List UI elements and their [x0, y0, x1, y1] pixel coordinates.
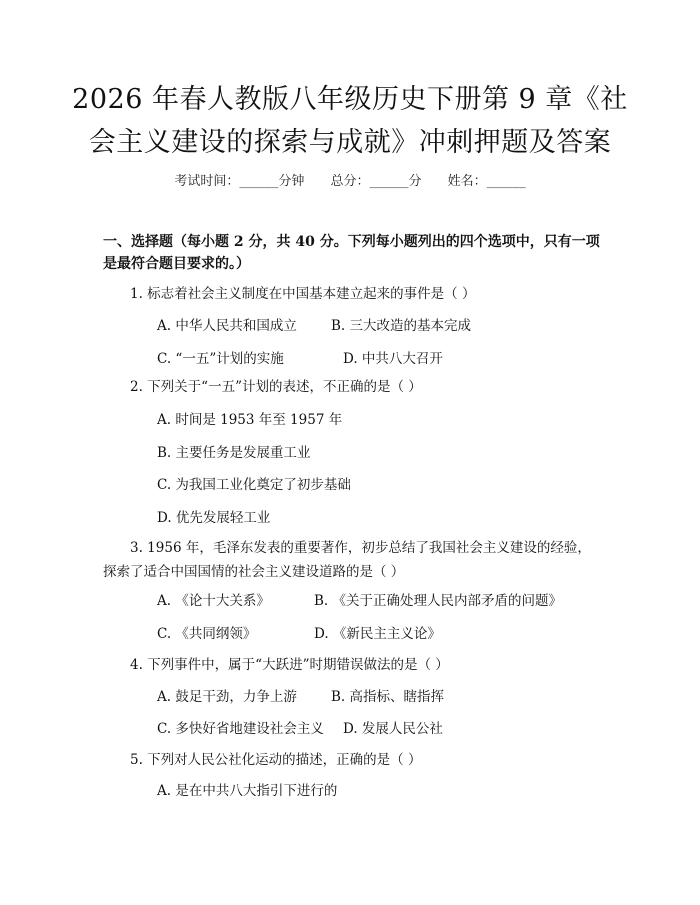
question-2-option-a: A. 时间是 1953 年至 1957 年 [157, 412, 343, 428]
question-3-line-1: 3. 1956 年，毛泽东发表的重要著作，初步总结了我国社会主义建设的经验， [130, 540, 591, 556]
question-4: 4. 下列事件中，属于“大跃进”时期错误做法的是（ ） [130, 657, 449, 673]
question-1-option-a: A. 中华人民共和国成立 [157, 318, 297, 334]
title-line-1: 2026 年春人教版八年级历史下册第 9 章《社 [72, 84, 628, 115]
question-5: 5. 下列对人民公社化运动的描述，正确的是（ ） [130, 752, 422, 768]
question-3-line-2: 探索了适合中国国情的社会主义建设道路的是（ ） [103, 564, 405, 580]
question-1-option-b: B. 三大改造的基本完成 [331, 318, 472, 334]
exam-time: 考试时间：______分钟 [174, 174, 305, 189]
question-2-option-d: D. 优先发展轻工业 [157, 510, 271, 526]
total-score: 总分：______分 [330, 174, 422, 189]
question-1: 1. 标志着社会主义制度在中国基本建立起来的事件是（ ） [130, 286, 476, 302]
page-title [0, 78, 700, 164]
question-2-option-b: B. 主要任务是发展重工业 [157, 445, 311, 461]
question-1-option-d: D. 中共八大召开 [343, 351, 443, 367]
exam-meta [0, 170, 700, 189]
question-4-option-d: D. 发展人民公社 [343, 721, 443, 737]
question-3-option-a: A. 《论十大关系》 [157, 593, 270, 609]
question-4-option-a: A. 鼓足干劲，力争上游 [157, 689, 297, 705]
question-1-option-c: C. “一五”计划的实施 [157, 351, 284, 367]
title-line-2: 会主义建设的探索与成就》冲刺押题及答案 [88, 127, 612, 158]
section-heading: 一、选择题（每小题 2 分，共 40 分。下列每小题列出的四个选项中，只有一项是最符合题目要求的。） [103, 234, 600, 272]
question-3-option-c: C. 《共同纲领》 [157, 626, 257, 642]
question-2-option-c: C. 为我国工业化奠定了初步基础 [157, 477, 351, 493]
question-2: 2. 下列关于“一五”计划的表述，不正确的是（ ） [130, 379, 422, 395]
question-3-option-b: B. 《关于正确处理人民内部矛盾的问题》 [314, 593, 563, 609]
student-name: 姓名：______ [447, 174, 526, 189]
question-5-option-a: A. 是在中共八大指引下进行的 [157, 783, 338, 799]
question-3-option-d: D. 《新民主主义论》 [314, 626, 441, 642]
question-4-option-b: B. 高指标、瞎指挥 [331, 689, 445, 705]
question-4-option-c: C. 多快好省地建设社会主义 [157, 721, 324, 737]
